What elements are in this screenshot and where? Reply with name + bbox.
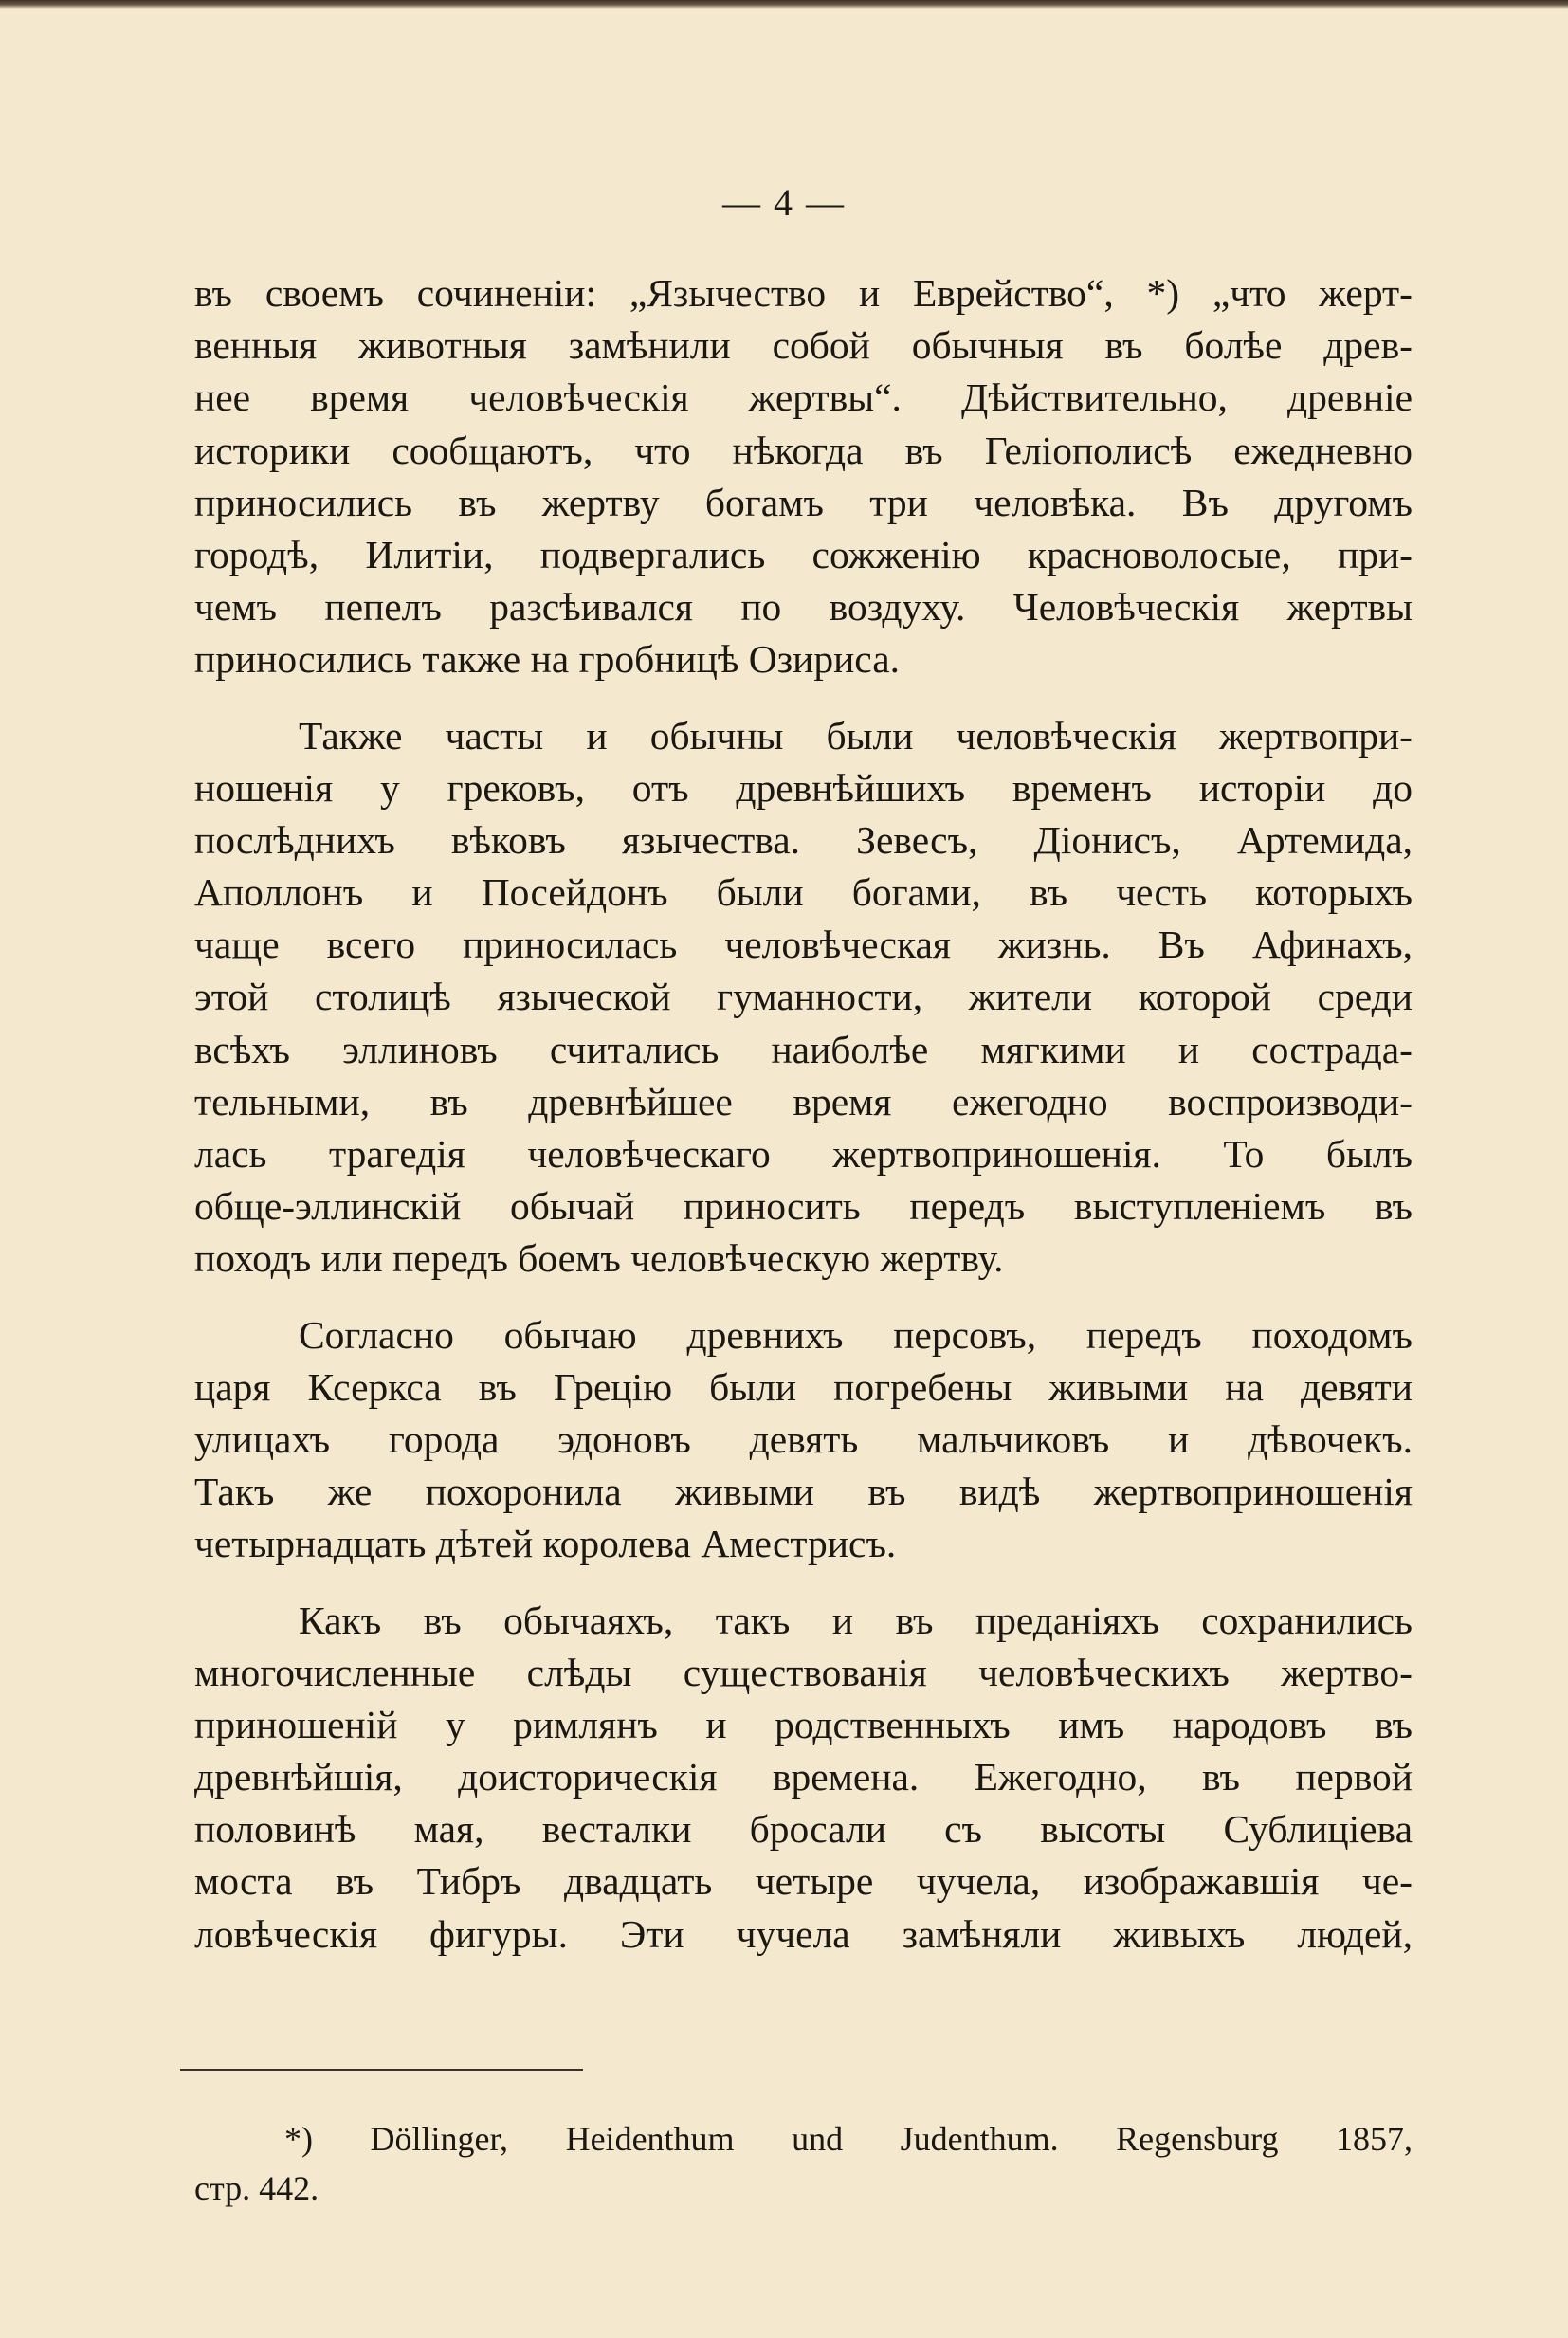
page-edge — [0, 0, 1568, 9]
text-line: въ своемъ сочиненіи: „Язычество и Еврейство“, *) „что жерт- — [194, 271, 1413, 315]
paragraph — [194, 710, 1413, 1286]
text-line: четырнадцать дѣтей королева Аместрисъ. — [194, 1522, 897, 1566]
page-number: — 4 — — [722, 181, 846, 224]
text-line: чаще всего приносилась человѣческая жизнь. Въ Афинахъ, — [194, 922, 1413, 967]
paragraph — [194, 1595, 1413, 1961]
paragraph — [194, 1309, 1413, 1571]
text-line: городѣ, Илитіи, подвергались сожженію красноволосые, при- — [194, 532, 1413, 576]
text-line: послѣднихъ вѣковъ язычества. Зевесъ, Діонисъ, Артемида, — [194, 817, 1413, 862]
text-line: Такъ же похоронила живыми въ видѣ жертвоприношенія — [194, 1470, 1413, 1514]
text-line: Также часты и обычны были человѣческія жертвопри- — [299, 713, 1413, 758]
footnote-divider — [180, 2069, 583, 2071]
footnote — [194, 2114, 1413, 2213]
footnote-line: стр. 442. — [194, 2169, 319, 2207]
text-line: царя Ксеркса въ Грецію были погребены живыми на девяти — [194, 1364, 1413, 1409]
text-line: древнѣйшія, доисторическія времена. Ежегодно, въ первой — [194, 1755, 1413, 1799]
text-line: половинѣ мая, весталки бросали съ высоты Сублиціева — [194, 1807, 1413, 1852]
text-line: чемъ пепелъ разсѣивался по воздуху. Человѣческія жертвы — [194, 585, 1413, 630]
text-line: этой столицѣ языческой гуманности, жители которой среди — [194, 975, 1413, 1019]
text-line: улицахъ города эдоновъ девять мальчиковъ и дѣвочекъ. — [194, 1416, 1413, 1461]
paragraph — [194, 267, 1413, 686]
text-line: многочисленные слѣды существованія человѣческихъ жертво- — [194, 1650, 1413, 1694]
text-line: лась трагедія человѣческаго жертвоприношенія. То былъ — [194, 1132, 1413, 1176]
text-line: венныя животныя замѣнили собой обычныя въ болѣе древ- — [194, 323, 1413, 368]
text-line: ношенія у грековъ, отъ древнѣйшихъ временъ исторіи до — [194, 765, 1413, 810]
text-line: Какъ въ обычаяхъ, такъ и въ преданіяхъ сохранились — [299, 1598, 1413, 1642]
text-line: моста въ Тибръ двадцать четыре чучела, изображавшія че- — [194, 1859, 1413, 1904]
text-line: обще-эллинскій обычай приносить передъ выступленіемъ въ — [194, 1184, 1413, 1229]
text-line: всѣхъ эллиновъ считались наиболѣе мягкими и сострада- — [194, 1027, 1413, 1071]
text-line: приносились въ жертву богамъ три человѣка. Въ другомъ — [194, 480, 1413, 524]
text-line: Согласно обычаю древнихъ персовъ, передъ походомъ — [299, 1312, 1413, 1357]
text-line: ловѣческія фигуры. Эти чучела замѣняли живыхъ людей, — [194, 1911, 1413, 1956]
body-text — [194, 267, 1413, 1961]
text-line: походъ или передъ боемъ человѣческую жертву. — [194, 1236, 1004, 1281]
footnote-line: *) Döllinger, Heidenthum und Judenthum. Regensburg 1857, — [284, 2120, 1413, 2158]
text-line: нее время человѣческія жертвы“. Дѣйствительно, древніе — [194, 375, 1413, 420]
text-line: приносились также на гробницѣ Озириса. — [194, 637, 901, 682]
text-line: тельными, въ древнѣйшее время ежегодно воспроизводи- — [194, 1079, 1413, 1123]
text-line: Аполлонъ и Посейдонъ были богами, въ честь которыхъ — [194, 870, 1413, 915]
text-line: историки сообщаютъ, что нѣкогда въ Геліополисѣ ежедневно — [194, 428, 1413, 472]
text-line: приношеній у римлянъ и родственныхъ имъ народовъ въ — [194, 1702, 1413, 1746]
